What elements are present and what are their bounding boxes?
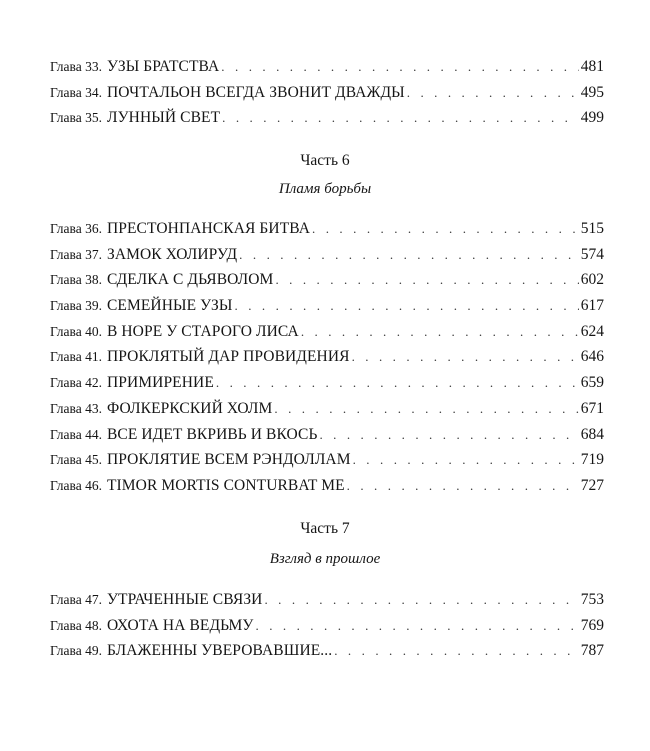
part-6-heading: Часть 6 <box>300 152 350 169</box>
chapter-title: УТРАЧЕННЫЕ СВЯЗИ <box>106 591 263 608</box>
toc-entry[interactable] <box>50 319 604 345</box>
page-number: 574 <box>580 245 604 263</box>
dot-leader <box>221 54 578 80</box>
page-number: 515 <box>580 220 604 237</box>
dot-leader <box>301 319 579 345</box>
page-number: 753 <box>580 591 604 608</box>
chapter-label: Глава 39. <box>50 298 102 314</box>
chapter-title: ПРЕСТОНПАНСКАЯ БИТВА <box>106 220 311 237</box>
chapter-label: Глава 48. <box>50 617 102 633</box>
toc-entry[interactable] <box>50 638 604 664</box>
chapter-title: ОХОТА НА ВЕДЬМУ <box>106 616 254 634</box>
toc-entry[interactable] <box>50 447 604 473</box>
chapter-title: TIMOR MORTIS CONTURBAT ME <box>106 476 345 494</box>
page-number: 684 <box>580 425 604 443</box>
page-number: 481 <box>580 58 604 75</box>
page-number: 495 <box>580 83 604 101</box>
toc-entry[interactable] <box>50 267 604 293</box>
dot-leader <box>312 216 579 242</box>
dot-leader <box>275 267 578 293</box>
toc-entry[interactable] <box>50 80 604 106</box>
page-number: 769 <box>580 616 604 634</box>
chapter-title: ПРОКЛЯТИЕ ВСЕМ РЭНДОЛЛАМ <box>106 451 351 469</box>
chapter-label: Глава 35. <box>50 110 102 126</box>
chapter-title: БЛАЖЕННЫ УВЕРОВАВШИЕ... <box>106 642 333 660</box>
chapter-label: Глава 38. <box>50 272 102 288</box>
dot-leader <box>407 80 579 106</box>
toc-entry[interactable] <box>50 613 604 639</box>
page-number: 671 <box>580 399 604 417</box>
dot-leader <box>235 293 579 319</box>
toc-block-part-5-tail <box>50 54 604 131</box>
dot-leader <box>222 105 579 131</box>
dot-leader <box>274 396 578 422</box>
dot-leader <box>319 422 578 448</box>
toc-entry[interactable] <box>50 396 604 422</box>
dot-leader <box>353 447 579 473</box>
chapter-label: Глава 36. <box>50 221 102 236</box>
chapter-title: СЕМЕЙНЫЕ УЗЫ <box>106 297 233 315</box>
chapter-title: УЗЫ БРАТСТВА <box>106 58 220 75</box>
chapter-label: Глава 41. <box>50 349 102 365</box>
chapter-label: Глава 34. <box>50 84 102 100</box>
chapter-title: В НОРЕ У СТАРОГО ЛИСА <box>106 322 299 340</box>
toc-entry[interactable] <box>50 242 604 268</box>
chapter-label: Глава 33. <box>50 59 102 74</box>
page-number: 499 <box>580 109 604 127</box>
toc-entry[interactable] <box>50 54 604 80</box>
chapter-title: ЛУННЫЙ СВЕТ <box>106 109 221 127</box>
chapter-title: ПОЧТАЛЬОН ВСЕГДА ЗВОНИТ ДВАЖДЫ <box>106 83 405 101</box>
dot-leader <box>347 473 579 499</box>
page-number: 787 <box>580 642 604 660</box>
page-number: 727 <box>580 476 604 494</box>
toc-entry[interactable] <box>50 422 604 448</box>
dot-leader <box>239 242 579 268</box>
page-number: 719 <box>580 451 604 469</box>
dot-leader <box>352 344 579 370</box>
chapter-title: СДЕЛКА С ДЬЯВОЛОМ <box>106 271 274 289</box>
chapter-label: Глава 46. <box>50 477 102 493</box>
page-number: 659 <box>580 374 604 392</box>
chapter-title: ПРИМИРЕНИЕ <box>106 374 214 392</box>
toc-entry[interactable] <box>50 370 604 396</box>
dot-leader <box>256 613 579 639</box>
page-number: 624 <box>580 322 604 340</box>
chapter-label: Глава 45. <box>50 452 102 468</box>
chapter-label: Глава 37. <box>50 246 102 262</box>
toc-entry[interactable] <box>50 216 604 242</box>
toc-entry[interactable] <box>50 293 604 319</box>
chapter-title: ЗАМОК ХОЛИРУД <box>106 245 238 263</box>
toc-block-part-7 <box>50 587 604 664</box>
toc-entry[interactable] <box>50 473 604 499</box>
chapter-label: Глава 49. <box>50 643 102 659</box>
toc-entry[interactable] <box>50 105 604 131</box>
dot-leader <box>264 587 578 613</box>
chapter-label: Глава 42. <box>50 375 102 391</box>
toc-entry[interactable] <box>50 587 604 613</box>
page-number: 617 <box>580 297 604 315</box>
page-number: 602 <box>580 271 604 289</box>
chapter-title: ВСЕ ИДЕТ ВКРИВЬ И ВКОСЬ <box>106 425 318 443</box>
chapter-label: Глава 44. <box>50 426 102 442</box>
chapter-label: Глава 47. <box>50 592 102 607</box>
chapter-title: ПРОКЛЯТЫЙ ДАР ПРОВИДЕНИЯ <box>106 348 350 366</box>
toc-block-part-6 <box>50 216 604 499</box>
part-7-heading: Часть 7 <box>300 520 350 537</box>
part-7-subtitle: Взгляд в прошлое <box>269 551 381 567</box>
chapter-label: Глава 40. <box>50 323 102 339</box>
chapter-title: ФОЛКЕРКСКИЙ ХОЛМ <box>106 399 273 417</box>
toc-entry[interactable] <box>50 344 604 370</box>
part-6-subtitle: Пламя борьбы <box>278 181 372 197</box>
chapter-label: Глава 43. <box>50 400 102 416</box>
dot-leader <box>334 638 579 664</box>
page-number: 646 <box>580 348 604 366</box>
dot-leader <box>216 370 579 396</box>
